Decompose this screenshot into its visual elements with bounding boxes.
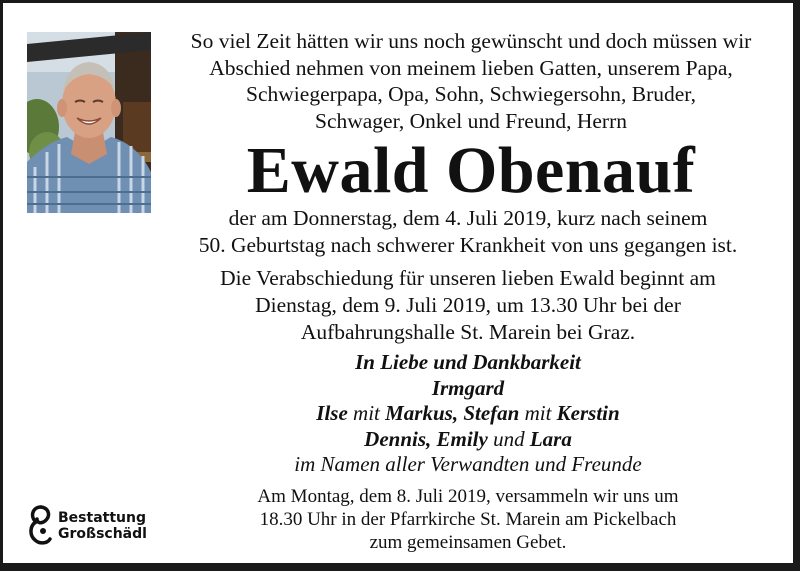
logo-line-1: Bestattung <box>58 510 146 526</box>
family-signature <box>153 350 783 478</box>
logo-line-2: Großschädl <box>58 526 147 542</box>
portrait-photo <box>27 32 151 213</box>
family-name: Dennis, Emily <box>364 426 488 451</box>
death-line: 50. Geburtstag nach schwerer Krankheit von uns gegangen ist. <box>198 233 738 257</box>
intro-text <box>161 28 781 134</box>
prayer-line: zum gemeinsamen Gebet. <box>369 532 567 553</box>
family-name: Lara <box>529 426 572 451</box>
signature-closing: im Namen aller Verwandten und Freunde <box>294 452 642 476</box>
signature-spouse: Irmgard <box>431 375 505 400</box>
death-line: der am Donnerstag, dem 4. Juli 2019, kurz nach seinem <box>228 206 708 230</box>
logo-text <box>58 510 147 542</box>
deceased-name: Ewald Obenauf <box>246 134 696 207</box>
intro-line: Schwiegerpapa, Opa, Sohn, Schwiegersohn, Bruder, <box>246 82 696 106</box>
connector-word: mit <box>519 401 557 425</box>
signature-children-line <box>153 401 783 427</box>
bestattung-logo-icon <box>27 503 55 547</box>
farewell-line: Dienstag, dem 9. Juli 2019, um 13.30 Uhr bei der <box>255 293 681 317</box>
intro-line: Abschied nehmen von meinem lieben Gatten, unserem Papa, <box>209 55 733 80</box>
funeral-home-logo <box>27 503 157 547</box>
family-name: Markus, Stefan <box>385 401 520 425</box>
prayer-line: Am Montag, dem 8. Juli 2019, versammeln wir uns um <box>257 486 679 507</box>
farewell-line: Die Verabschiedung für unseren lieben Ewald beginnt am <box>220 266 716 290</box>
intro-line: So viel Zeit hätten wir uns noch gewünscht und doch müssen wir <box>190 29 752 53</box>
signature-heading: In Liebe und Dankbarkeit <box>355 350 581 374</box>
prayer-line: 18.30 Uhr in der Pfarrkirche St. Marein am Pickelbach <box>259 509 677 530</box>
death-notice <box>153 205 783 259</box>
signature-grandchildren-line <box>153 427 783 453</box>
family-name: Kerstin <box>556 401 620 425</box>
farewell-notice <box>153 265 783 346</box>
farewell-line: Aufbahrungshalle St. Marein bei Graz. <box>300 320 636 344</box>
connector-word: und <box>487 426 530 451</box>
prayer-notice <box>153 485 783 554</box>
intro-line: Schwager, Onkel und Freund, Herrn <box>314 108 627 133</box>
family-name: Ilse <box>316 401 348 425</box>
connector-word: mit <box>347 401 386 425</box>
